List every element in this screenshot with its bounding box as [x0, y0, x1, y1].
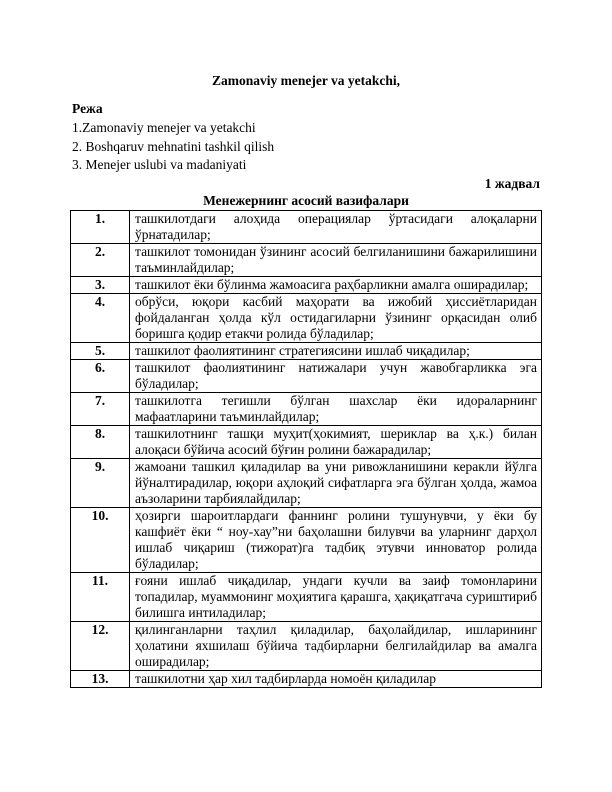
row-number: 8. — [71, 426, 130, 459]
table-row — [71, 459, 542, 508]
row-number: 4. — [71, 294, 130, 343]
row-text: ташкилот фаолиятининг натижалари учун жавобгарликка эга бўладилар; — [130, 360, 542, 393]
row-number: 1. — [71, 211, 130, 244]
row-text: ташкилот ёки бўлинма жамоасига раҳбарликни амалга оширадилар; — [130, 277, 542, 294]
row-text: ташкилот фаолиятининг стратегиясини ишлаб чиқадилар; — [130, 343, 542, 360]
table-row — [71, 426, 542, 459]
table-label: 1 жадвал — [484, 176, 540, 191]
row-text: ташкилот томонидан ўзининг асосий белгиланишини бажарилишини таъминлайдилар; — [130, 244, 542, 277]
row-text: ташкилотнинг ташқи муҳит(ҳокимият, шериклар ва ҳ.к.) билан алоқаси бўйича асосий бўғин ролини бажарадилар; — [130, 426, 542, 459]
row-text: ҳозирги шароитлардаги фаннинг ролини тушунувчи, у ёки бу кашфиёт ёки “ ноу-хау”ни баҳолашни билувчи ва уларнинг дарҳол ишлаб чиқариш (тижорат)га тадбиқ этувчи инноватор ролида бўладилар; — [130, 508, 542, 573]
row-number: 13. — [71, 671, 130, 688]
plan-item: 3. Menejer uslubi va madaniyati — [72, 157, 247, 172]
row-number: 6. — [71, 360, 130, 393]
table-row — [71, 244, 542, 277]
row-number: 11. — [71, 573, 130, 622]
row-number: 12. — [71, 622, 130, 671]
table-row — [71, 508, 542, 573]
functions-table — [70, 210, 542, 688]
row-text: қилинганларни таҳлил қиладилар, баҳолайдилар, ишларининг ҳолатини яхшилаш бўйича тадбирларни белгилайдилар ва амалга оширадилар; — [130, 622, 542, 671]
row-number: 3. — [71, 277, 130, 294]
plan-heading: Режа — [72, 101, 103, 116]
row-text: ташкилотга тегишли бўлган шахслар ёки идораларнинг мафаатларини таъминлайдилар; — [130, 393, 542, 426]
row-text: жамоани ташкил қиладилар ва уни ривожланишини керакли йўлга йўналтирадилар, юқори аҳлоқий сифатларга эга бўлган ҳолда, жамоа аъзоларини тарбиялайдилар; — [130, 459, 542, 508]
table-row — [71, 294, 542, 343]
table-caption: Менежернинг асосий вазифалари — [203, 193, 409, 208]
table-row — [71, 671, 542, 688]
table-row — [71, 622, 542, 671]
plan-item: 2. Boshqaruv mehnatini tashkil qilish — [72, 138, 275, 154]
row-text: ташкилотдаги алоҳида операциялар ўртасидаги алоқаларни ўрнатадилар; — [130, 211, 542, 244]
table-row — [71, 211, 542, 244]
table-row — [71, 393, 542, 426]
row-number: 9. — [71, 459, 130, 508]
row-text: ғояни ишлаб чиқадилар, ундаги кучли ва заиф томонларини топадилар, муаммонинг моҳиятига қарашга, ҳақиқатгача суриштириб билишга интиладилар; — [130, 573, 542, 622]
row-number: 2. — [71, 244, 130, 277]
document-title: Zamonaviy menejer va yetakchi, — [212, 73, 400, 88]
table-row — [71, 277, 542, 294]
table-row — [71, 343, 542, 360]
row-text: ташкилотни ҳар хил тадбирларда номоён қиладилар — [130, 671, 542, 688]
row-number: 5. — [71, 343, 130, 360]
row-text: обрўси, юқори касбий маҳорати ва ижобий ҳиссиётларидан фойдаланган ҳолда кўл остидагиларни ўзининг орқасидан олиб боришга қодир етакчи ролида бўладилар; — [130, 294, 542, 343]
table-row — [71, 360, 542, 393]
plan-item: 1.Zamonaviy menejer va yetakchi — [72, 120, 256, 135]
plan-list — [72, 119, 274, 175]
row-number: 10. — [71, 508, 130, 573]
row-number: 7. — [71, 393, 130, 426]
table-row — [71, 573, 542, 622]
